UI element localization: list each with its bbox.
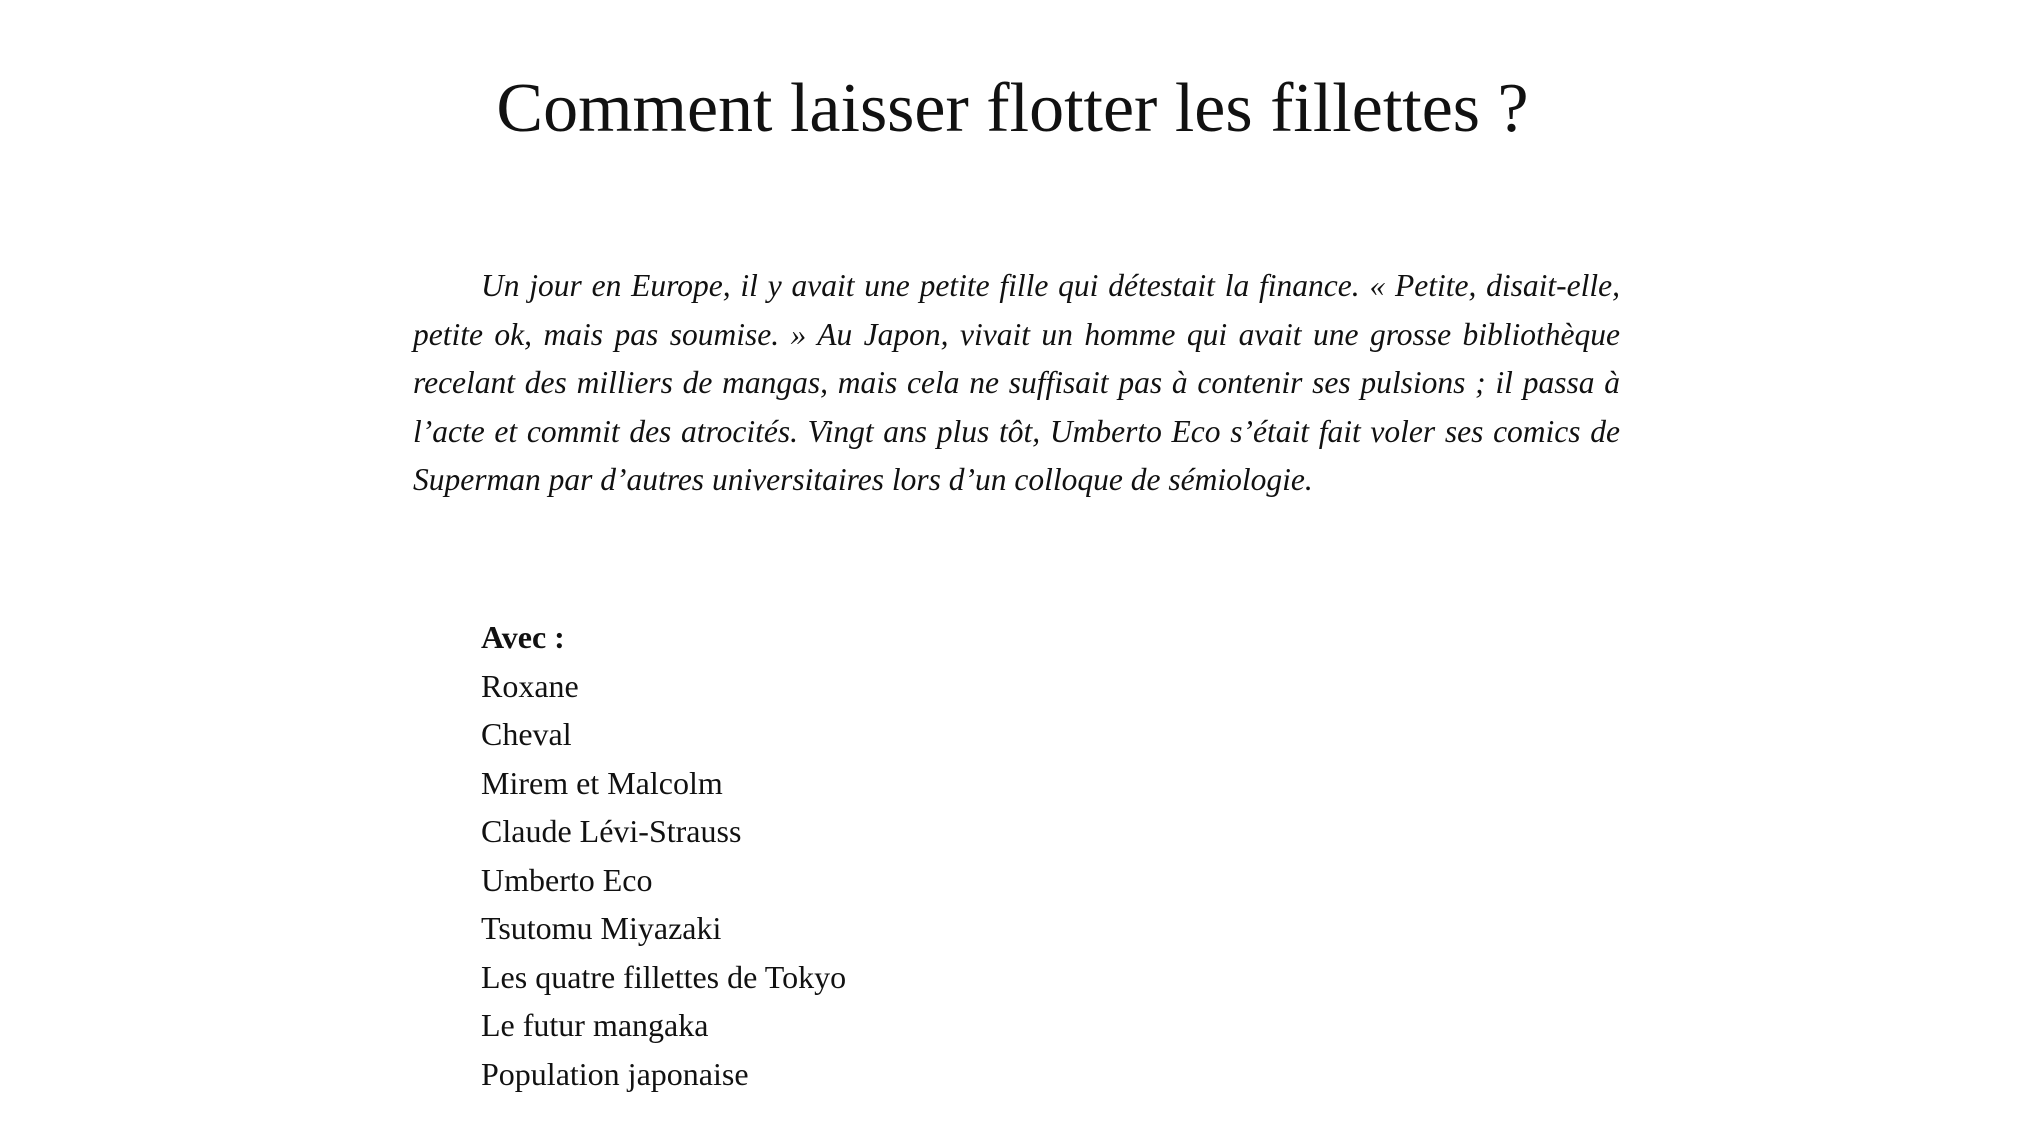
cast-member: Mirem et Malcolm xyxy=(481,764,723,801)
cast-heading: Avec : xyxy=(481,619,565,655)
cast-member: Cheval xyxy=(481,716,572,752)
cast-list xyxy=(481,662,1381,1099)
cast-member: Roxane xyxy=(481,667,579,704)
cast-member: Les quatre fillettes de Tokyo xyxy=(481,958,847,995)
cast-member: Claude Lévi-Strauss xyxy=(481,813,742,849)
cast-member: Le futur mangaka xyxy=(481,1007,709,1043)
page-title: Comment laisser flotter les fillettes ? xyxy=(496,70,1529,147)
cast-section xyxy=(481,613,1381,1098)
cast-member: Tsutomu Miyazaki xyxy=(481,910,722,946)
cast-member: Umberto Eco xyxy=(481,861,653,898)
cast-member: Population japonaise xyxy=(481,1055,749,1092)
synopsis-paragraph: Un jour en Europe, il y avait une petite fille qui détestait la finance. « Petite, disait-elle, petite ok, mais pas soumise. » Au Japon, vivait un homme qui avait une grosse bibliothèque recelant des milliers de mangas, mais cela ne suffisait pas à contenir ses pulsions ; il passa à l’acte et commit des atrocités. Vingt ans plus tôt, Umberto Eco s’était fait voler ses comics de Superman par d’autres universitaires lors d’un colloque de sémiologie. xyxy=(413,268,1620,497)
